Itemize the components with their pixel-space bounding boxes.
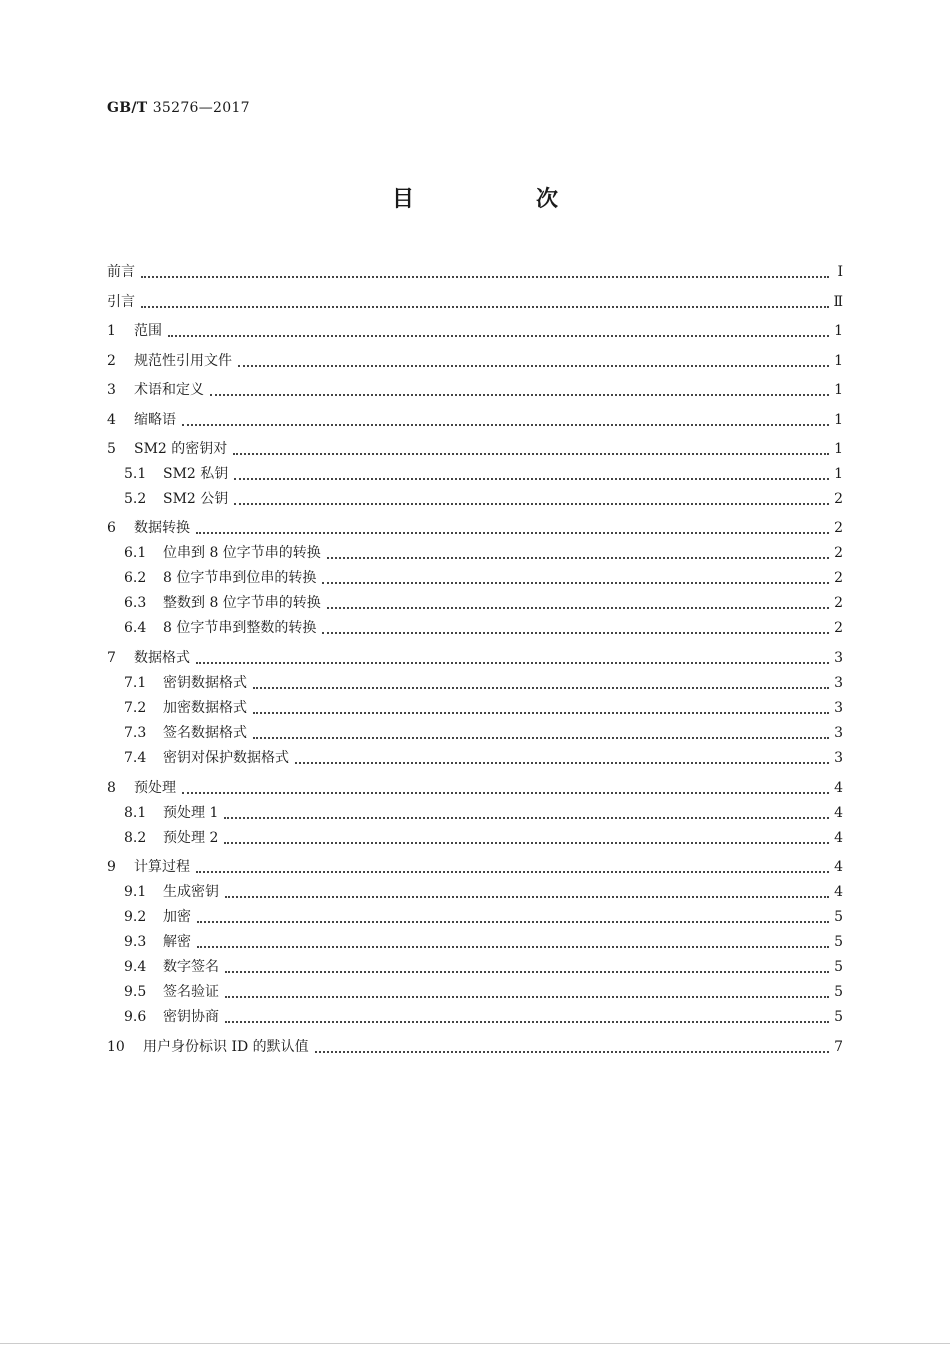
toc-entry-number: 7 xyxy=(107,650,116,666)
toc-entry-page: Ⅱ xyxy=(833,294,843,310)
toc-entry-title: 前言 xyxy=(107,264,135,280)
toc-entry[interactable] xyxy=(107,930,843,952)
toc-entry-number: 8.1 xyxy=(124,805,147,821)
toc-entry-title: 密钥对保护数据格式 xyxy=(163,750,289,766)
toc-entry[interactable] xyxy=(107,487,843,509)
toc-entry[interactable] xyxy=(107,437,843,459)
standard-code xyxy=(107,100,250,116)
toc-entry-page: 5 xyxy=(834,909,843,925)
toc-leader-dots xyxy=(141,275,829,278)
toc-leader-dots xyxy=(197,920,829,923)
toc-entry-page: 5 xyxy=(834,934,843,950)
toc-entry-page: 1 xyxy=(834,353,843,369)
toc-entry-page: 1 xyxy=(834,412,843,428)
toc-entry-number: 9.5 xyxy=(124,984,147,1000)
toc-entry[interactable] xyxy=(107,746,843,768)
toc-entry-page: 4 xyxy=(834,830,843,846)
toc-entry-page: 2 xyxy=(834,545,843,561)
toc-entry-number: 6.3 xyxy=(124,595,147,611)
toc-entry[interactable] xyxy=(107,1035,843,1057)
page-title: 目 次 xyxy=(391,187,608,212)
toc-entry[interactable] xyxy=(107,591,843,613)
toc-entry-title: 整数到 8 位字节串的转换 xyxy=(163,595,321,611)
toc-entry-title: 加密数据格式 xyxy=(163,700,247,716)
toc-entry-page: 2 xyxy=(834,620,843,636)
toc-leader-dots xyxy=(224,841,829,844)
toc-leader-dots xyxy=(234,477,829,480)
toc-entry[interactable] xyxy=(107,646,843,668)
toc-entry-number: 5.1 xyxy=(124,466,147,482)
toc-entry[interactable] xyxy=(107,826,843,848)
toc-entry-number: 6 xyxy=(107,520,116,536)
toc-leader-dots xyxy=(168,334,829,337)
toc-entry[interactable] xyxy=(107,566,843,588)
toc-entry-title: 缩略语 xyxy=(134,412,176,428)
toc-entry-number: 2 xyxy=(107,353,116,369)
toc-leader-dots xyxy=(253,736,829,739)
toc-entry-page: 4 xyxy=(834,805,843,821)
toc-entry-title: SM2 公钥 xyxy=(163,491,229,507)
toc-entry-title: 预处理 1 xyxy=(163,805,219,821)
toc-entry-page: 3 xyxy=(834,700,843,716)
toc-entry-title: 密钥数据格式 xyxy=(163,675,247,691)
toc-leader-dots xyxy=(322,631,829,634)
toc-entry-page: 4 xyxy=(834,884,843,900)
toc-entry-title: 生成密钥 xyxy=(163,884,219,900)
toc-entry-number: 7.2 xyxy=(124,700,147,716)
toc-entry-number: 1 xyxy=(107,323,116,339)
toc-entry-number: 3 xyxy=(107,382,116,398)
toc-entry-page: 5 xyxy=(834,1009,843,1025)
toc-entry-title: 用户身份标识 ID 的默认值 xyxy=(143,1039,309,1055)
toc-entry-title: 密钥协商 xyxy=(163,1009,219,1025)
toc-entry-number: 5.2 xyxy=(124,491,147,507)
toc-entry-page: 3 xyxy=(834,725,843,741)
toc-entry-page: 1 xyxy=(834,466,843,482)
toc-leader-dots xyxy=(210,393,829,396)
toc-entry[interactable] xyxy=(107,319,843,341)
toc-leader-dots xyxy=(196,661,829,664)
toc-entry-page: 7 xyxy=(834,1039,843,1055)
toc-entry-title: 计算过程 xyxy=(134,859,190,875)
toc-entry[interactable] xyxy=(107,855,843,877)
toc-entry[interactable] xyxy=(107,260,843,282)
toc-entry-number: 9.6 xyxy=(124,1009,147,1025)
toc-entry-number: 9.4 xyxy=(124,959,147,975)
toc-entry-title: SM2 私钥 xyxy=(163,466,229,482)
toc-leader-dots xyxy=(327,556,829,559)
toc-entry[interactable] xyxy=(107,776,843,798)
toc-entry[interactable] xyxy=(107,721,843,743)
toc-leader-dots xyxy=(182,423,829,426)
toc-leader-dots xyxy=(253,686,829,689)
toc-entry-page: 2 xyxy=(834,570,843,586)
toc-entry-number: 7.1 xyxy=(124,675,147,691)
toc-entry-number: 5 xyxy=(107,441,116,457)
toc-entry-number: 6.2 xyxy=(124,570,147,586)
toc-leader-dots xyxy=(322,581,829,584)
toc-entry[interactable] xyxy=(107,349,843,371)
toc-entry-page: 5 xyxy=(834,959,843,975)
toc-entry[interactable] xyxy=(107,462,843,484)
toc-leader-dots xyxy=(233,452,829,455)
toc-leader-dots xyxy=(182,791,829,794)
toc-entry-title: 数字签名 xyxy=(163,959,219,975)
toc-leader-dots xyxy=(225,995,829,998)
toc-entry-title: 8 位字节串到整数的转换 xyxy=(163,620,317,636)
toc-entry[interactable] xyxy=(107,541,843,563)
toc-leader-dots xyxy=(295,761,829,764)
toc-entry[interactable] xyxy=(107,408,843,430)
toc-entry-number: 7.4 xyxy=(124,750,147,766)
toc-entry[interactable] xyxy=(107,980,843,1002)
standard-number: 35276—2017 xyxy=(152,100,250,116)
toc-entry-number: 6.1 xyxy=(124,545,147,561)
toc-entry-title: 术语和定义 xyxy=(134,382,204,398)
toc-entry-number: 8.2 xyxy=(124,830,147,846)
toc-leader-dots xyxy=(225,1020,829,1023)
toc-entry-page: 1 xyxy=(834,382,843,398)
toc-leader-dots xyxy=(196,870,829,873)
toc-entry[interactable] xyxy=(107,880,843,902)
toc-entry-number: 6.4 xyxy=(124,620,147,636)
toc-entry-number: 9 xyxy=(107,859,116,875)
toc-entry[interactable] xyxy=(107,516,843,538)
toc-leader-dots xyxy=(197,945,829,948)
standard-prefix: GB/T xyxy=(107,100,148,116)
toc-entry-number: 9.1 xyxy=(124,884,147,900)
toc-entry-page: 4 xyxy=(834,859,843,875)
toc-entry-page: 3 xyxy=(834,750,843,766)
toc-entry-page: 1 xyxy=(834,441,843,457)
toc-entry-title: 范围 xyxy=(134,323,162,339)
toc-entry-page: 3 xyxy=(834,675,843,691)
toc-entry-page: 2 xyxy=(834,595,843,611)
toc-entry-page: 2 xyxy=(834,491,843,507)
toc-entry-page: 5 xyxy=(834,984,843,1000)
toc-leader-dots xyxy=(234,502,829,505)
toc-entry-number: 8 xyxy=(107,780,116,796)
toc-entry-title: 预处理 2 xyxy=(163,830,219,846)
toc-entry[interactable] xyxy=(107,696,843,718)
toc-entry[interactable] xyxy=(107,378,843,400)
toc-entry-title: 位串到 8 位字节串的转换 xyxy=(163,545,321,561)
toc-entry-title: 签名数据格式 xyxy=(163,725,247,741)
toc-entry[interactable] xyxy=(107,801,843,823)
toc-entry-title: 加密 xyxy=(163,909,191,925)
toc-entry-title: 签名验证 xyxy=(163,984,219,1000)
toc-leader-dots xyxy=(225,970,829,973)
toc-entry[interactable] xyxy=(107,1005,843,1027)
toc-entry-page: 1 xyxy=(834,323,843,339)
toc-entry-title: 解密 xyxy=(163,934,191,950)
toc-entry-title: 数据转换 xyxy=(134,520,190,536)
toc-entry-page: Ⅰ xyxy=(837,264,843,280)
toc-leader-dots xyxy=(196,531,829,534)
toc-entry-number: 7.3 xyxy=(124,725,147,741)
toc-entry-page: 4 xyxy=(834,780,843,796)
toc-entry-title: SM2 的密钥对 xyxy=(134,441,228,457)
toc-leader-dots xyxy=(253,711,829,714)
toc-leader-dots xyxy=(141,305,829,308)
toc-entry-number: 9.2 xyxy=(124,909,147,925)
toc-leader-dots xyxy=(315,1050,829,1053)
toc-entry-page: 2 xyxy=(834,520,843,536)
toc-entry-number: 4 xyxy=(107,412,116,428)
toc-leader-dots xyxy=(238,364,829,367)
toc-leader-dots xyxy=(224,816,829,819)
toc-entry-number: 10 xyxy=(107,1039,125,1055)
page-bottom-rule xyxy=(0,1343,950,1344)
toc-entry-title: 8 位字节串到位串的转换 xyxy=(163,570,317,586)
toc-leader-dots xyxy=(225,895,829,898)
toc-entry[interactable] xyxy=(107,671,843,693)
toc-entry-title: 预处理 xyxy=(134,780,176,796)
toc-leader-dots xyxy=(327,606,829,609)
toc-entry-title: 数据格式 xyxy=(134,650,190,666)
toc-entry-number: 9.3 xyxy=(124,934,147,950)
toc-entry[interactable] xyxy=(107,616,843,638)
toc-entry[interactable] xyxy=(107,955,843,977)
toc-entry-title: 引言 xyxy=(107,294,135,310)
toc-entry[interactable] xyxy=(107,905,843,927)
toc-entry-page: 3 xyxy=(834,650,843,666)
toc-entry[interactable] xyxy=(107,290,843,312)
toc-entry-title: 规范性引用文件 xyxy=(134,353,232,369)
